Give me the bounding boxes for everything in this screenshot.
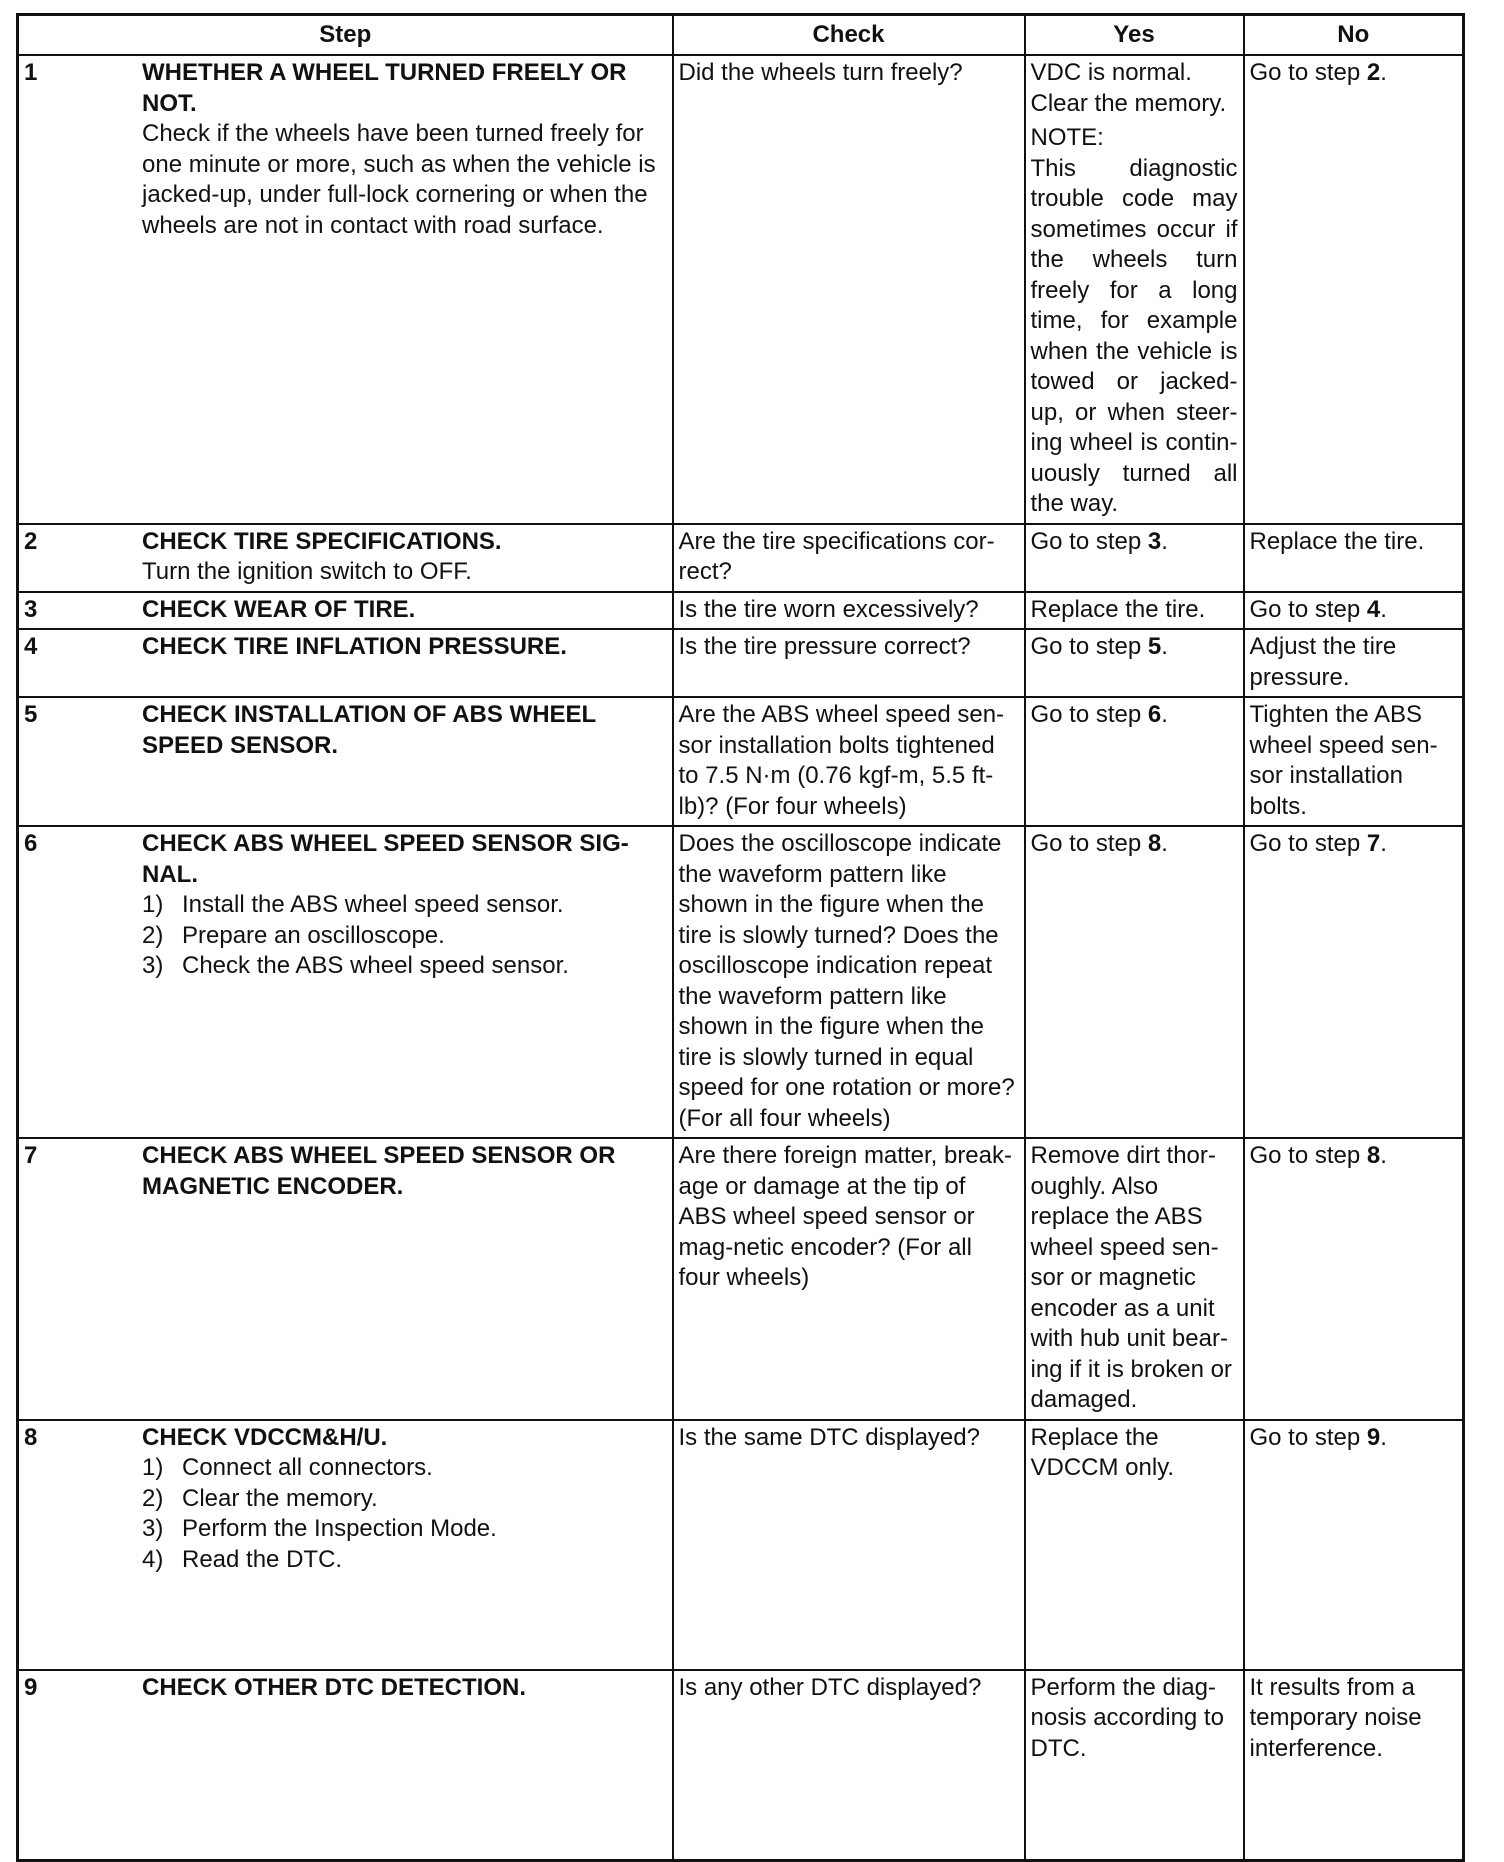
list-item-number: 2): [142, 1484, 164, 1512]
note-label: NOTE:: [1030, 124, 1104, 151]
list-item-number: 3): [142, 952, 164, 979]
note-text: This diagnostic trouble code may sometimes occur if the wheels turn freely for a long time, for example when the vehicle is towed or jacked-up, or when steer-ing wheel is contin-uously turned all the way.: [1030, 154, 1238, 517]
goto-prefix: Go to step: [1249, 59, 1367, 86]
list-item-text: Connect all connectors.: [182, 1454, 433, 1481]
goto-prefix: Go to step: [1030, 633, 1148, 660]
list-item-number: 3): [142, 1515, 164, 1542]
step-title: CHECK VDCCM&H/U.: [142, 1423, 388, 1451]
step-number: 2: [24, 527, 38, 555]
check-cell: Are the tire specifications cor-rect?: [673, 524, 1025, 592]
goto-suffix: .: [1161, 830, 1168, 857]
no-cell: [1244, 592, 1464, 630]
list-item-number: 4): [142, 1545, 164, 1573]
no-cell: [1244, 55, 1464, 524]
step-title: CHECK INSTALLATION OF ABS WHEEL SPEED SENSOR.: [142, 701, 596, 759]
check-cell: Is the tire pressure correct?: [673, 629, 1025, 697]
step-description: Turn the ignition switch to OFF.: [142, 558, 472, 585]
list-item: [142, 890, 667, 921]
check-cell: Are there foreign matter, break-age or damage at the tip of ABS wheel speed sensor or mag-netic encoder? (For all four wheels): [673, 1138, 1025, 1420]
goto-step-number: 3: [1147, 527, 1162, 555]
header-no: No: [1244, 15, 1464, 56]
goto-prefix: Go to step: [1249, 1142, 1367, 1169]
list-item-number: 2): [142, 921, 164, 949]
step-number: 4: [24, 633, 38, 660]
step-number: 7: [24, 1142, 38, 1169]
no-cell: Replace the tire.: [1244, 524, 1464, 592]
list-item-text: Install the ABS wheel speed sensor.: [182, 891, 564, 918]
goto-suffix: .: [1161, 701, 1168, 728]
step-title: CHECK ABS WHEEL SPEED SENSOR OR MAGNETIC ENCODER.: [142, 1142, 616, 1200]
step-title: CHECK TIRE INFLATION PRESSURE.: [142, 633, 567, 660]
table-row: [18, 629, 1464, 697]
step-cell: [18, 55, 673, 524]
list-item-number: 1): [142, 1454, 164, 1481]
step-title: WHETHER A WHEEL TURNED FREELY OR NOT.: [142, 59, 627, 117]
goto-step-number: 7: [1366, 830, 1381, 857]
no-cell: [1244, 1138, 1464, 1420]
list-item: [142, 951, 667, 982]
yes-cell: [1025, 524, 1244, 592]
step-cell: [18, 592, 673, 630]
header-step: Step: [18, 15, 673, 56]
goto-step-number: 9: [1366, 1423, 1381, 1451]
goto-suffix: .: [1380, 595, 1387, 623]
goto-prefix: Go to step: [1030, 701, 1148, 728]
table-header-row: [18, 15, 1464, 56]
no-cell: Tighten the ABS wheel speed sen-sor installation bolts.: [1244, 697, 1464, 826]
table-row: [18, 697, 1464, 826]
goto-suffix: .: [1380, 59, 1387, 86]
yes-cell: [1025, 697, 1244, 826]
list-item: [142, 1453, 667, 1484]
goto-suffix: .: [1380, 830, 1387, 857]
table-row: [18, 1420, 1464, 1670]
list-item-text: Check the ABS wheel speed sensor.: [182, 952, 569, 979]
check-cell: Did the wheels turn freely?: [673, 55, 1025, 524]
goto-step-number: 2: [1366, 59, 1381, 86]
step-number: 6: [24, 830, 38, 857]
no-cell: Adjust the tire pressure.: [1244, 629, 1464, 697]
table-row: [18, 524, 1464, 592]
goto-step-number: 4: [1366, 595, 1381, 623]
list-item-text: Perform the Inspection Mode.: [182, 1515, 497, 1542]
list-item-number: 1): [142, 891, 164, 918]
yes-cell: [1025, 629, 1244, 697]
goto-step-number: 8: [1366, 1142, 1381, 1169]
yes-cell: [1025, 55, 1244, 524]
header-check: Check: [673, 15, 1025, 56]
table-row: [18, 1670, 1464, 1861]
goto-step-number: 5: [1147, 633, 1162, 660]
step-number: 1: [24, 59, 38, 86]
goto-step-number: 6: [1147, 701, 1162, 728]
yes-cell: [1025, 826, 1244, 1138]
goto-suffix: .: [1380, 1142, 1387, 1169]
goto-suffix: .: [1161, 633, 1168, 660]
table-row: [18, 826, 1464, 1138]
step-cell: [18, 524, 673, 592]
list-item: [142, 1514, 667, 1545]
list-item-text: Prepare an oscilloscope.: [182, 921, 445, 949]
list-item-text: Clear the memory.: [182, 1484, 378, 1512]
goto-suffix: .: [1380, 1423, 1387, 1451]
no-cell: It results from a temporary noise interference.: [1244, 1670, 1464, 1861]
diagnostic-table: [16, 13, 1465, 1862]
yes-text: VDC is normal. Clear the memory.: [1030, 59, 1227, 117]
step-number: 8: [24, 1423, 38, 1451]
table-row: [18, 1138, 1464, 1420]
step-title: CHECK ABS WHEEL SPEED SENSOR SIG-NAL.: [142, 830, 629, 888]
no-cell: [1244, 1420, 1464, 1670]
table-row: [18, 592, 1464, 630]
table-row: [18, 55, 1464, 524]
step-number: 9: [24, 1673, 38, 1701]
step-cell: [18, 697, 673, 826]
list-item: [142, 1484, 667, 1515]
goto-suffix: .: [1161, 527, 1168, 555]
step-cell: [18, 1138, 673, 1420]
list-item: [142, 921, 667, 952]
goto-prefix: Go to step: [1030, 527, 1148, 555]
goto-prefix: Go to step: [1249, 830, 1367, 857]
check-cell: Is any other DTC displayed?: [673, 1670, 1025, 1861]
check-cell: Is the tire worn excessively?: [673, 592, 1025, 630]
check-cell: Are the ABS wheel speed sen-sor installation bolts tightened to 7.5 N·m (0.76 kgf-m, 5.5 ft-lb)? (For four wheels): [673, 697, 1025, 826]
header-yes: Yes: [1025, 15, 1244, 56]
no-cell: [1244, 826, 1464, 1138]
step-title: CHECK TIRE SPECIFICATIONS.: [142, 527, 502, 555]
list-item: [142, 1545, 667, 1576]
step-number: 5: [24, 701, 38, 728]
step-title: CHECK OTHER DTC DETECTION.: [142, 1673, 526, 1701]
yes-cell: Remove dirt thor-oughly. Also replace the ABS wheel speed sen-sor or magnetic encoder as a unit with hub unit bear-ing if it is broken or damaged.: [1025, 1138, 1244, 1420]
yes-cell: Perform the diag-nosis according to DTC.: [1025, 1670, 1244, 1861]
goto-prefix: Go to step: [1249, 595, 1367, 623]
step-cell: [18, 1670, 673, 1861]
list-item-text: Read the DTC.: [182, 1545, 343, 1573]
yes-cell: Replace the VDCCM only.: [1025, 1420, 1244, 1670]
step-title: CHECK WEAR OF TIRE.: [142, 595, 416, 623]
goto-step-number: 8: [1147, 830, 1162, 857]
goto-prefix: Go to step: [1249, 1423, 1367, 1451]
step-cell: [18, 826, 673, 1138]
step-cell: [18, 629, 673, 697]
step-description: Check if the wheels have been turned freely for one minute or more, such as when the vehicle is jacked-up, under full-lock cornering or when the wheels are not in contact with road surface.: [142, 120, 656, 239]
check-cell: Does the oscilloscope indicate the waveform pattern like shown in the figure when the tire is slowly turned? Does the oscilloscope indication repeat the waveform pattern like shown in the figure when the tire is slowly turned in equal speed for one rotation or more? (For all four wheels): [673, 826, 1025, 1138]
yes-cell: Replace the tire.: [1025, 592, 1244, 630]
step-number: 3: [24, 595, 38, 623]
check-cell: Is the same DTC displayed?: [673, 1420, 1025, 1670]
goto-prefix: Go to step: [1030, 830, 1148, 857]
step-cell: [18, 1420, 673, 1670]
